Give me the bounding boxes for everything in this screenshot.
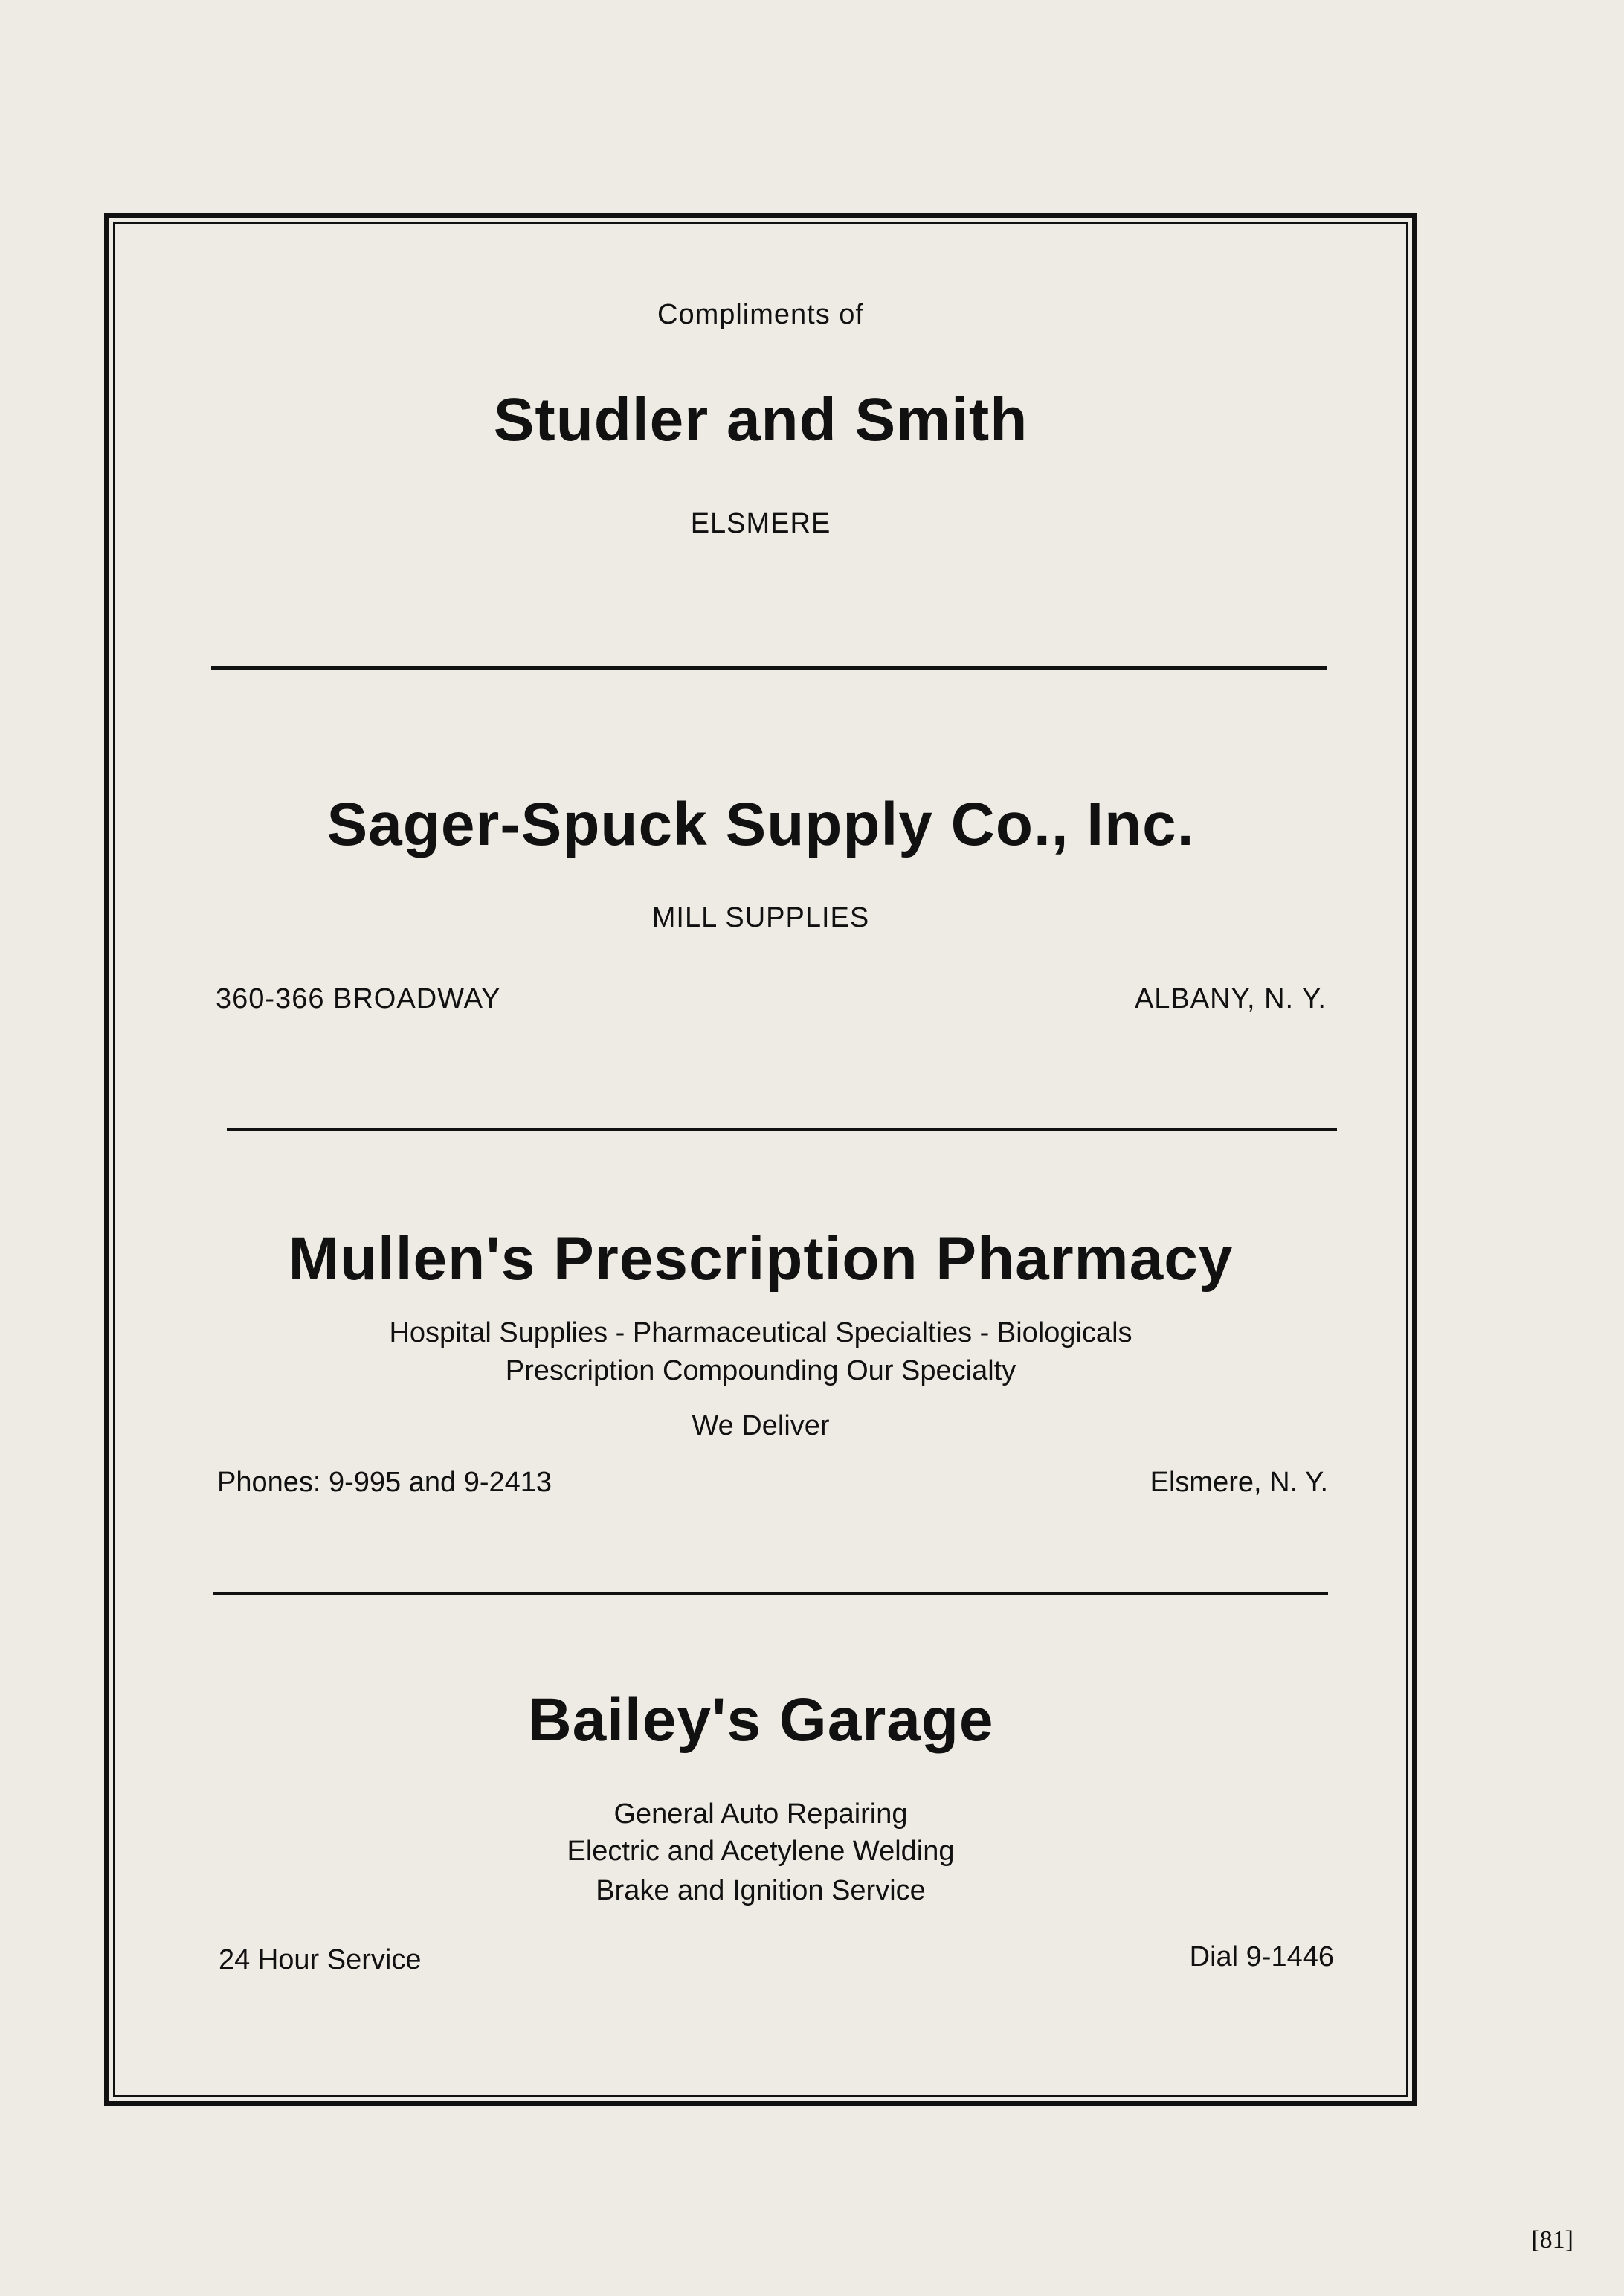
bailey-line2: Electric and Acetylene Welding [567,1836,955,1867]
bailey-dial: Dial 9-1446 [1189,1941,1334,1972]
mullen-line1: Hospital Supplies - Pharmaceutical Specialties - Biologicals [389,1317,1132,1348]
sager-city: ALBANY, N. Y. [1134,983,1327,1014]
divider-3 [213,1592,1328,1595]
divider-1 [211,666,1327,670]
studler-town: ELSMERE [690,508,831,539]
mullen-phones: Phones: 9-995 and 9-2413 [217,1467,552,1498]
mullen-line3: We Deliver [692,1410,830,1441]
sager-name: Sager-Spuck Supply Co., Inc. [326,791,1195,858]
mullen-name: Mullen's Prescription Pharmacy [288,1225,1234,1293]
bailey-name: Bailey's Garage [527,1686,994,1754]
bailey-hours: 24 Hour Service [219,1944,422,1975]
sager-address: 360-366 BROADWAY [216,983,501,1014]
bailey-line1: General Auto Repairing [613,1798,908,1830]
sager-line: MILL SUPPLIES [651,902,870,933]
divider-2 [227,1128,1337,1131]
studler-name: Studler and Smith [493,386,1028,454]
studler-intro: Compliments of [657,299,864,330]
mullen-city: Elsmere, N. Y. [1150,1467,1328,1498]
bailey-line3: Brake and Ignition Service [596,1875,926,1906]
mullen-line2: Prescription Compounding Our Specialty [505,1355,1016,1386]
page-number: [81] [1531,2226,1573,2254]
